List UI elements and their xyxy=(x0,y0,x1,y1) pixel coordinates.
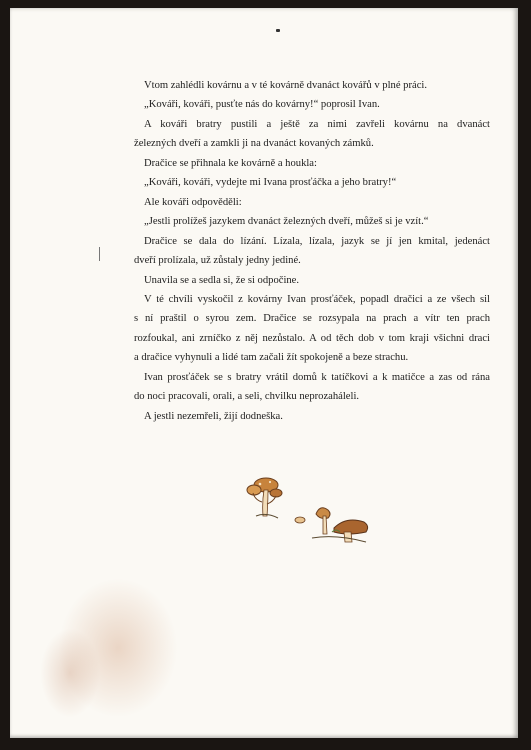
text-line: A jestli nezemřeli, žijí dodneška. xyxy=(144,410,283,422)
text-line: a dračice vyhynuli a lidé tam začali žít spokojeně a beze strachu. xyxy=(134,352,409,364)
text-line: rozfoukal, ani zrníčko z něj nezůstalo. A od těch dob v tom kraji všichni draci xyxy=(134,332,490,344)
text-line: „Kováři, kováři, pusťte nás do kovárny!“ poprosil Ivan. xyxy=(144,99,380,111)
margin-mark xyxy=(99,247,100,261)
mushroom-illustration xyxy=(236,472,376,552)
text-line: „Kováři, kováři, vydejte mi Ivana prosťáčka a jeho bratry!“ xyxy=(144,177,397,189)
story-text xyxy=(134,76,490,426)
text-line: dveří prolízala, už zůstaly jedny jediné. xyxy=(134,255,301,267)
text-line: Unavila se a sedla si, že si odpočine. xyxy=(144,274,300,286)
text-line: A kováři bratry pustili a ještě za nimi zavřeli kovárnu na dvanáct xyxy=(144,118,490,130)
text-line: železných dveří a zamkli ji na dvanáct kovaných zámků. xyxy=(134,138,374,150)
text-line: do noci pracovali, orali, a seli, chvilku neprozaháleli. xyxy=(134,391,360,403)
text-line: Ivan prosťáček se s bratry vrátil domů k tatíčkovi a k matičce a zas od rána xyxy=(144,371,490,383)
printer-mark xyxy=(276,29,280,32)
text-line: V té chvíli vyskočil z kovárny Ivan prosťáček, popadl dračici a ze všech sil xyxy=(144,293,490,305)
text-line: Dračice se přihnala ke kovárně a houkla: xyxy=(144,157,317,169)
text-line: s ní praštil o syrou zem. Dračice se rozsypala na prach a vítr ten prach xyxy=(134,313,490,325)
paper-stain xyxy=(40,628,100,718)
text-line: Dračice se dala do lízání. Lízala, lízala, jazyk se jí jen kmital, jedenáct xyxy=(144,235,490,247)
text-line: Vtom zahlédli kovárnu a v té kovárně dvanáct kovářů v plné práci. xyxy=(144,80,427,91)
text-line: „Jestli prolížeš jazykem dvanáct železných dveří, můžeš si je vzít.“ xyxy=(144,216,429,228)
text-line: Ale kováři odpověděli: xyxy=(144,196,242,208)
